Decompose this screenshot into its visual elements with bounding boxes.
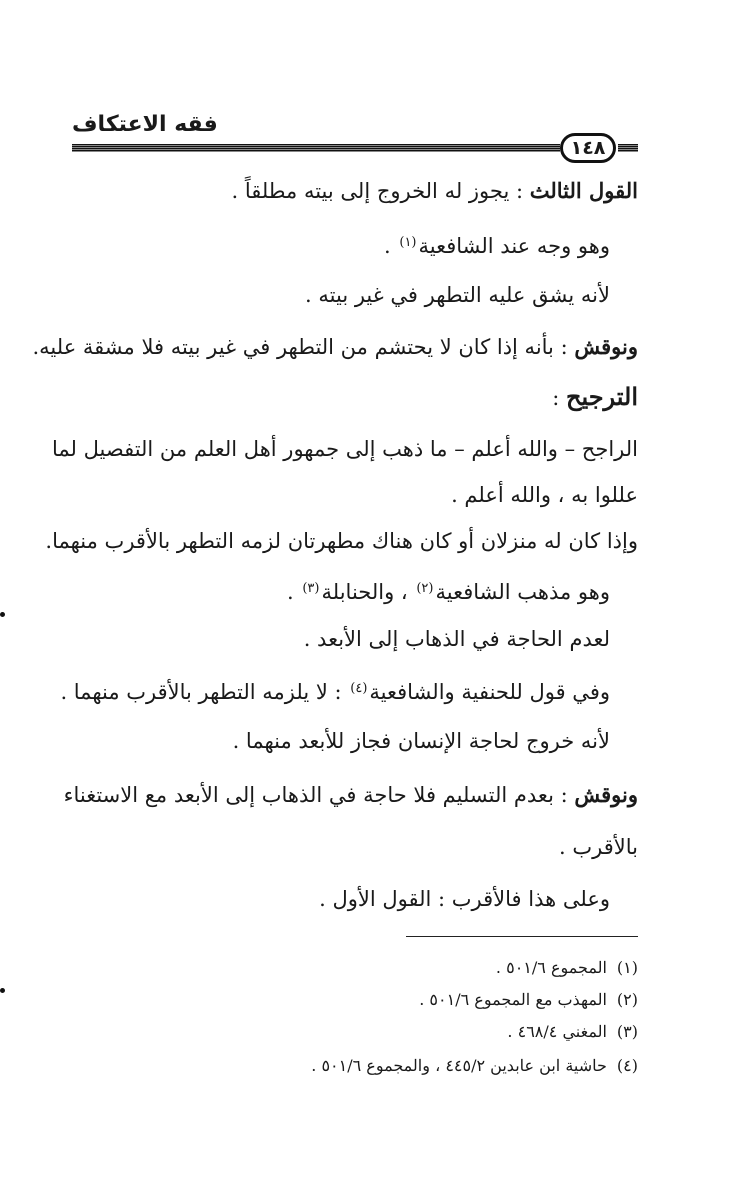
line-11-a: وفي قول للحنفية والشافعية <box>369 680 610 704</box>
footnote-text: المغني ٤٦٨/٤ . <box>507 1022 607 1041</box>
paragraph-line-6: الراجح – والله أعلم – ما ذهب إلى جمهور أهل العلم من التفصيل لما <box>52 437 638 461</box>
paragraph-line-7: عللوا به ، والله أعلم . <box>451 483 638 507</box>
objection-label-1: ونوقش <box>574 334 638 359</box>
heading-colon: : <box>552 386 566 410</box>
footnote-text: حاشية ابن عابدين ٤٤٥/٢ ، والمجموع ٥٠١/٦ . <box>311 1056 607 1075</box>
paragraph-line-14: بالأقرب . <box>559 835 638 859</box>
objection-text-1: : بأنه إذا كان لا يحتشم من التطهر في غير بيته فلا مشقة عليه. <box>32 335 575 359</box>
page-number: ١٤٨ <box>570 137 606 159</box>
objection-label-2: ونوقش <box>574 782 638 807</box>
footnote-ref-1: (١) <box>399 235 417 250</box>
footnote-number: (٤) <box>616 1056 638 1075</box>
paragraph-line-2 <box>384 228 610 261</box>
section-heading <box>552 382 638 413</box>
paragraph-line-1 <box>231 176 638 206</box>
footnote-number: (٣) <box>616 1022 638 1041</box>
paragraph-line-3: لأنه يشق عليه التطهر في غير بيته . <box>305 283 610 307</box>
footnote-2 <box>419 988 638 1012</box>
third-opinion-text: : يجوز له الخروج إلى بيته مطلقاً . <box>231 179 530 203</box>
scan-edge-mark <box>0 612 5 617</box>
paragraph-line-9 <box>287 574 610 607</box>
footnote-number: (١) <box>616 958 638 977</box>
running-title: فقه الاعتكاف <box>72 112 218 137</box>
footnote-3 <box>507 1020 638 1044</box>
footnote-text: المجموع ٥٠١/٦ . <box>495 958 607 977</box>
footnote-ref-2: (٢) <box>416 581 434 596</box>
line-11-b: : لا يلزمه التطهر بالأقرب منهما . <box>60 680 349 704</box>
line-9-a: وهو مذهب الشافعية <box>435 580 610 604</box>
paragraph-line-11 <box>60 674 610 707</box>
footnote-4 <box>311 1054 638 1078</box>
footnote-number: (٢) <box>616 990 638 1009</box>
footnote-1 <box>496 956 638 980</box>
footnote-ref-3: (٣) <box>302 581 320 596</box>
footnote-ref-4: (٤) <box>350 681 368 696</box>
footnote-separator <box>406 936 638 937</box>
paragraph-line-12: لأنه خروج لحاجة الإنسان فجاز للأبعد منهما . <box>232 729 610 753</box>
scan-edge-mark <box>0 988 5 993</box>
paragraph-line-4 <box>32 332 638 362</box>
paragraph-line-15: وعلى هذا فالأقرب : القول الأول . <box>319 887 610 911</box>
footnote-text: المهذب مع المجموع ٥٠١/٦ . <box>419 990 607 1009</box>
header-rule-right <box>618 144 638 152</box>
header-rule-left <box>72 144 560 152</box>
paragraph-line-8: وإذا كان له منزلان أو كان هناك مطهرتان لزمه التطهر بالأقرب منهما. <box>45 529 638 553</box>
paragraph-line-10: لعدم الحاجة في الذهاب إلى الأبعد . <box>303 627 610 651</box>
page-number-badge <box>560 133 616 163</box>
line-9-b: ، والحنابلة <box>321 580 415 604</box>
paragraph-line-13 <box>63 780 638 810</box>
tarjih-heading: الترجيح <box>565 382 638 411</box>
line-2-text: وهو وجه عند الشافعية <box>418 234 610 258</box>
line-2-end: . <box>384 234 398 258</box>
third-opinion-label: القول الثالث <box>529 178 638 203</box>
line-9-end: . <box>286 580 301 604</box>
objection-text-2: : بعدم التسليم فلا حاجة في الذهاب إلى الأبعد مع الاستغناء <box>63 783 575 807</box>
